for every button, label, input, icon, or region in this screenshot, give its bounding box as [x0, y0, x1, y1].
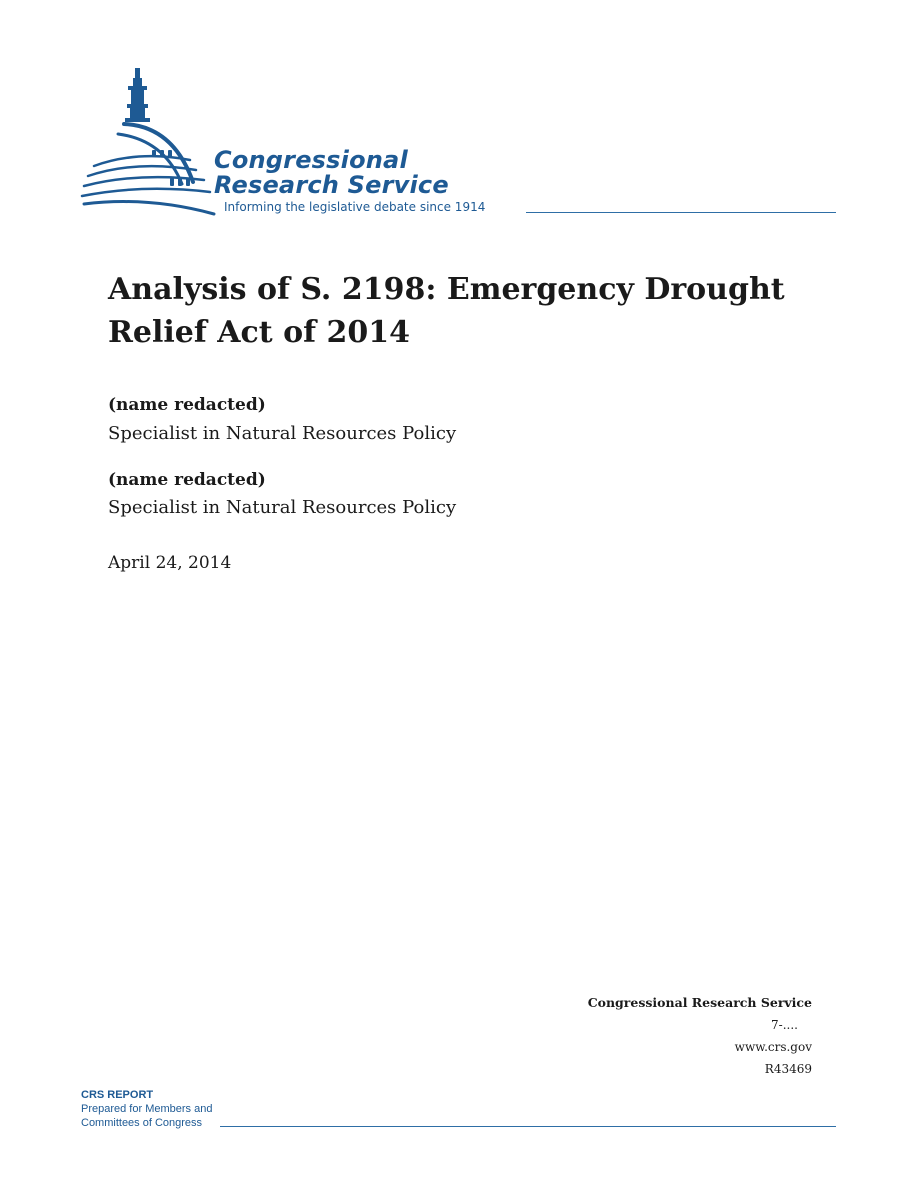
footer-org-name: Congressional Research Service	[587, 995, 812, 1010]
footer-code: 7-....	[771, 1018, 798, 1032]
org-name-line1: Congressional	[214, 146, 408, 174]
header-divider	[526, 212, 836, 213]
report-number: R43469	[764, 1062, 812, 1076]
footer-website-link[interactable]: www.crs.gov	[734, 1040, 812, 1054]
org-name-line2: Research Service	[214, 171, 449, 199]
author-role: Specialist in Natural Resources Policy	[108, 423, 457, 444]
author-name: (name redacted)	[108, 395, 266, 415]
capitol-dome-icon	[78, 64, 228, 224]
author-name: (name redacted)	[108, 470, 266, 490]
report-audience-line1: Prepared for Members and	[81, 1103, 213, 1115]
publication-date: April 24, 2014	[108, 553, 232, 573]
footer-info	[588, 992, 812, 1080]
org-tagline: Informing the legislative debate since 1914	[224, 200, 486, 214]
report-audience-line2: Committees of Congress	[81, 1117, 203, 1129]
author-role: Specialist in Natural Resources Policy	[108, 497, 457, 518]
crs-report-label: CRS REPORT	[81, 1089, 154, 1101]
document-title: Analysis of S. 2198: Emergency Drought Relief Act of 2014	[108, 272, 785, 350]
footer-divider	[220, 1126, 836, 1127]
